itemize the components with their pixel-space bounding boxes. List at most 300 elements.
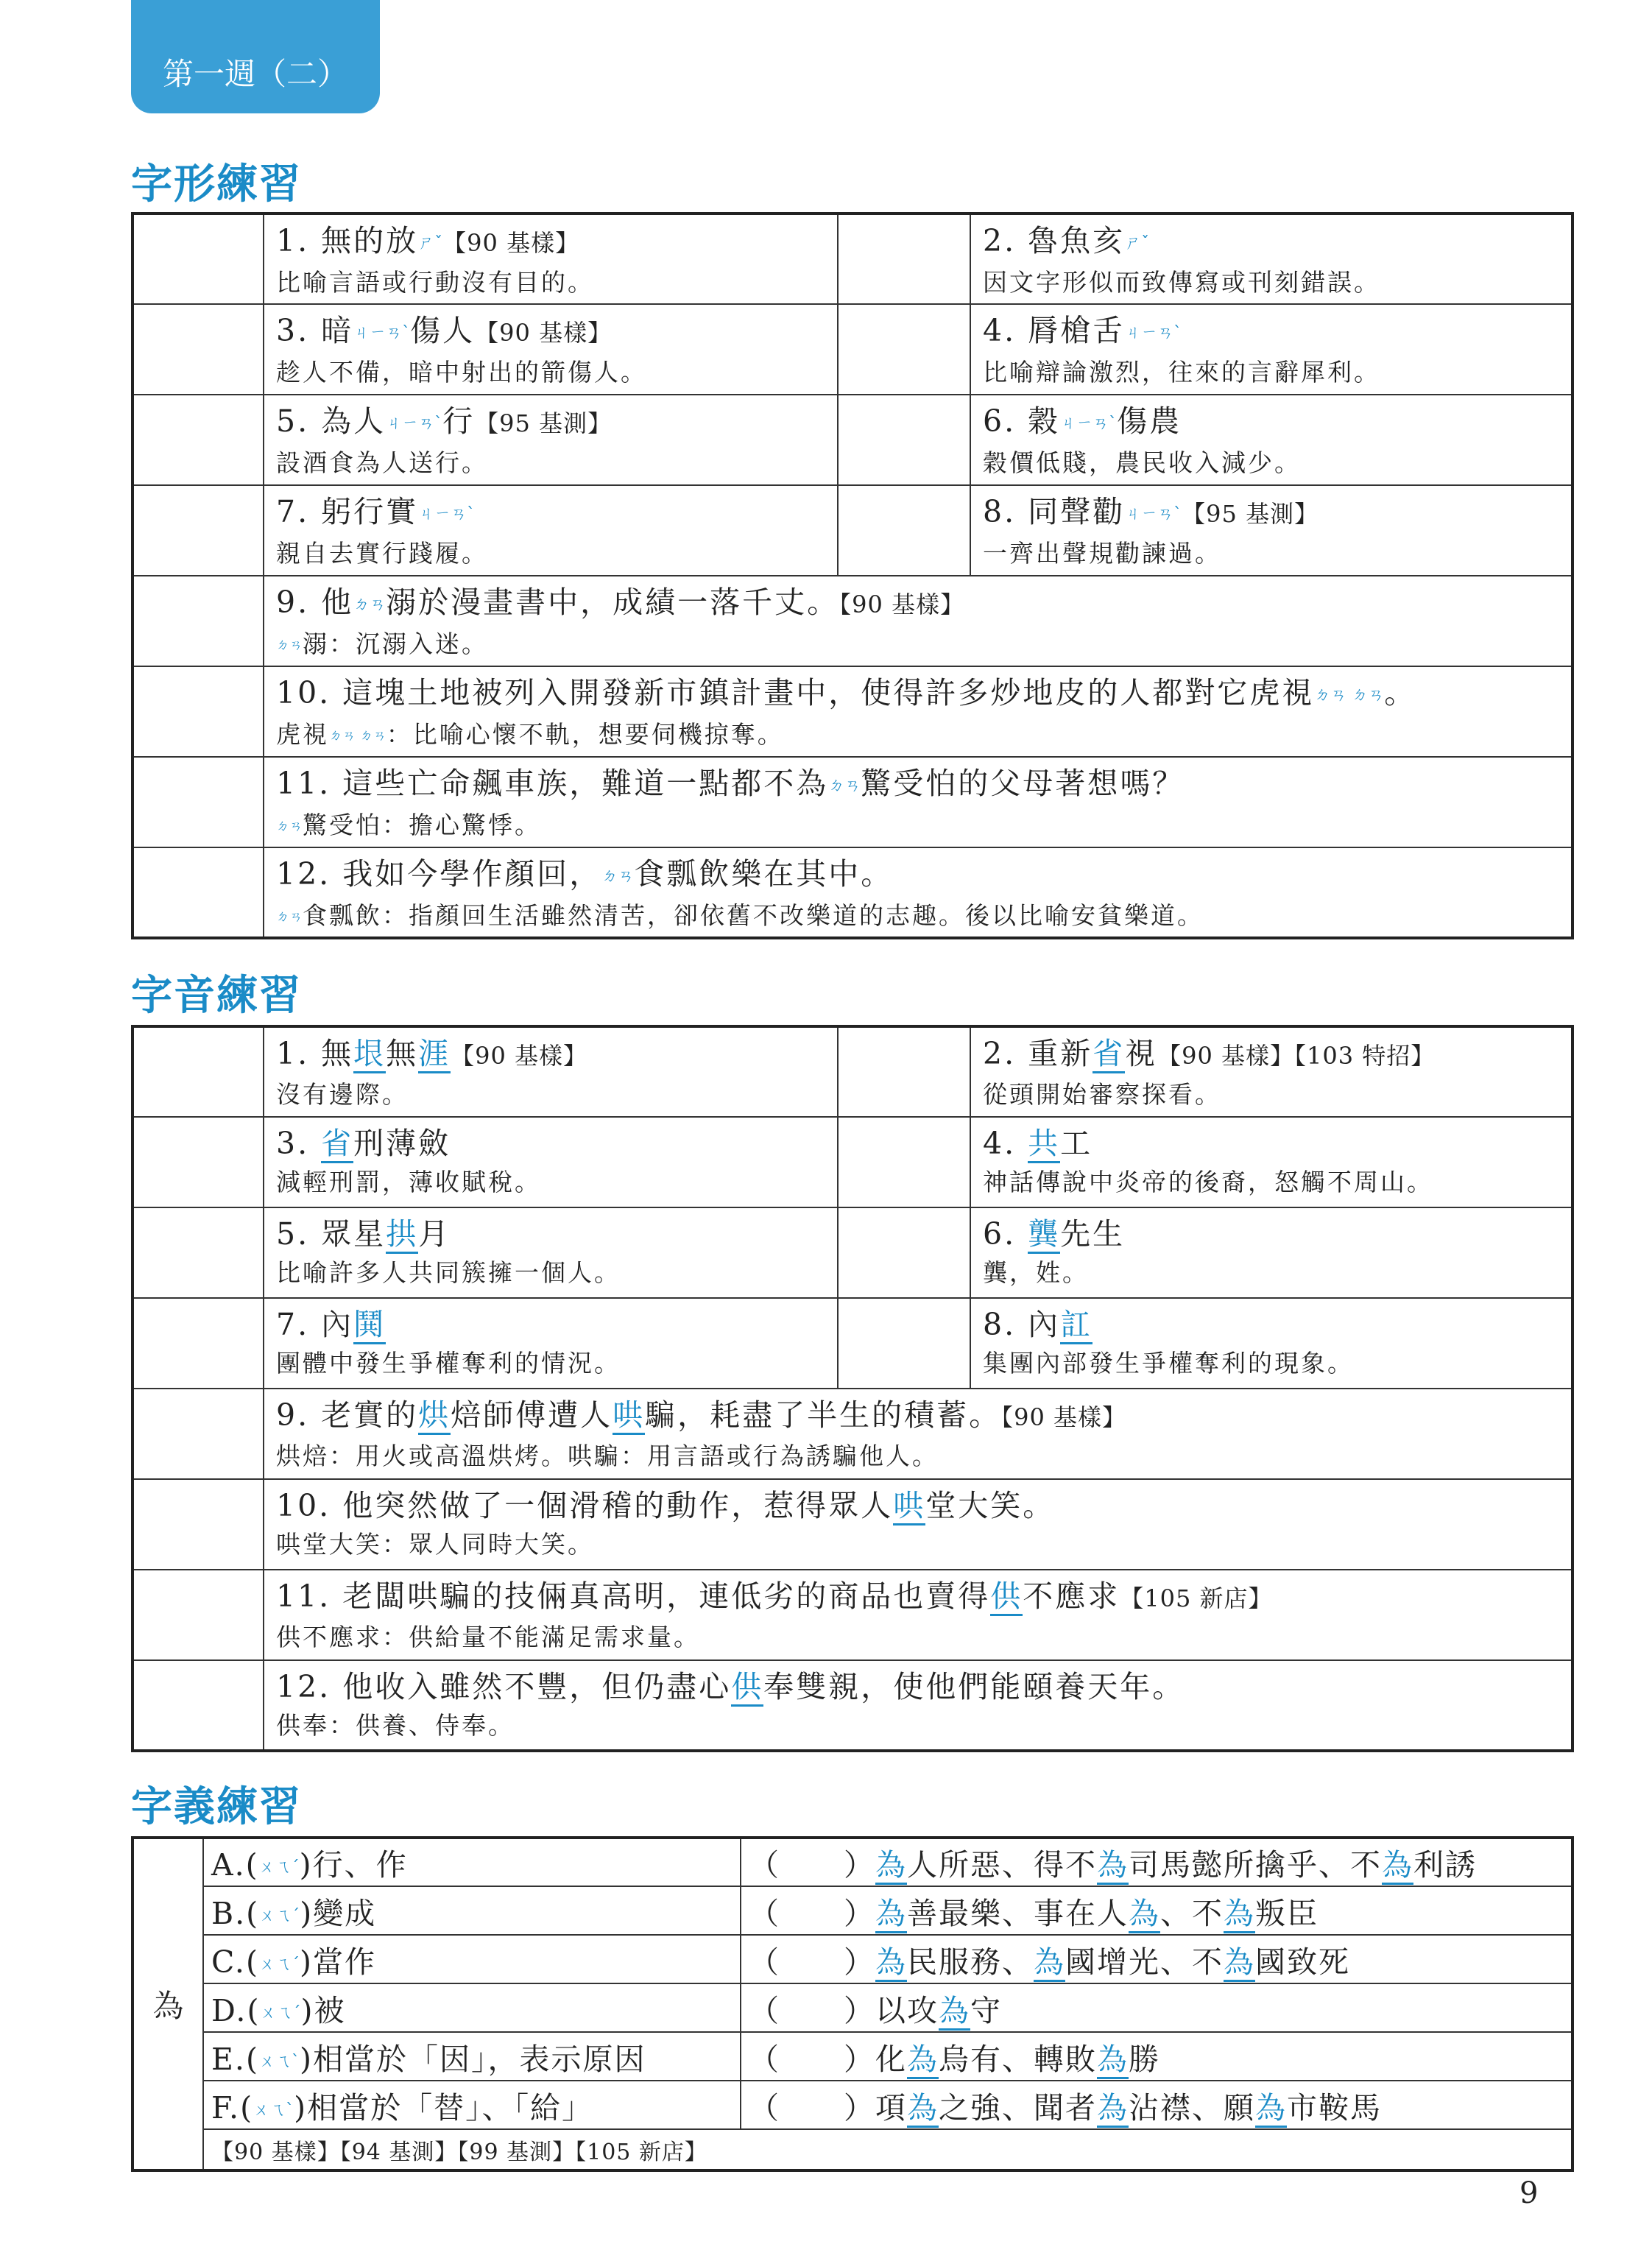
shape-row [133,576,1572,666]
section-title-sound: 字音練習 [131,972,302,1020]
shape-item-number: 8. [983,494,1028,529]
example-text: 守 [970,1992,1002,2028]
option-zhuyin: ㄨㄟˋ [253,2100,294,2120]
shape-item-exam-tag: 【95 基測】 [475,409,613,437]
sound-row [133,1207,1572,1298]
highlighted-char: 為 [1097,2090,1129,2128]
sound-sentence-text: 奉雙親，使他們能頤養天年。 [763,1669,1185,1704]
sound-item-definition: 神話傳說中炎帝的後裔，怒觸不周山。 [983,1168,1433,1196]
shape-sentence-title [276,581,1559,627]
shape-item-title [276,309,825,355]
example-text: 、不 [1160,1895,1224,1931]
sound-sentence-title [276,1394,1559,1439]
zhuyin-blank: ㄐㄧㄢˋ [1060,415,1118,433]
sound-item-definition: 集團內部發生爭權奪利的現象。 [983,1349,1354,1378]
zhuyin-blank: ㄐㄧㄢˋ [386,415,443,433]
answer-blank: （ ） [749,2089,875,2126]
meaning-option [211,2035,733,2078]
sound-item-text: 月 [418,1216,451,1252]
shape-sentence-text: 這塊土地被列入開發新市鎮計畫中，使得許多炒地皮的人都對它虎視 [342,675,1315,710]
shape-item-title [276,490,825,536]
zhuyin-blank: ㄕˇ [1125,234,1150,253]
highlighted-char: 為 [1097,2042,1129,2079]
sound-sentence-definition: 哄堂大笑：眾人同時大笑。 [276,1530,594,1559]
paren-open: ( [246,1895,260,1931]
shape-sentence-definition [276,808,1559,844]
highlighted-char: 龔 [1028,1216,1060,1254]
shape-item-cell [264,304,838,395]
zhuyin-blank: ㄉㄢ [276,909,303,925]
shape-sentence-cell [264,847,1572,938]
option-zhuyin: ㄨㄟˊ [258,1858,300,1877]
zhuyin-blank: ㄕˇ [418,234,443,253]
sound-item-text: 刑薄斂 [353,1126,451,1161]
meaning-option-cell [203,2032,741,2081]
meaning-examples [749,2035,1564,2078]
sound-item-number: 3. [276,1126,322,1161]
sound-item-cell [264,1117,838,1207]
zhuyin-blank: ㄐㄧㄢˋ [1125,505,1182,523]
shape-row [133,214,1572,304]
shape-item-text: 魯魚亥 [1028,223,1126,258]
option-zhuyin: ㄨㄟˊ [259,1906,300,1925]
highlighted-char: 涯 [418,1036,451,1073]
sound-item-text: 眾星 [321,1216,386,1252]
example-text: 項 [875,2089,907,2126]
shape-sentence-text-after: 溺於漫畫書中，成績一落千丈。 [386,585,840,620]
meaning-row [133,1838,1572,1886]
sound-sentence-exam-tag: 【90 基樣】 [1001,1403,1127,1431]
sound-item-exam-tag: 【90 基樣】 [451,1042,588,1070]
paren-open: ( [240,2089,254,2126]
example-text: 化 [875,2041,907,2077]
meaning-option [211,1938,733,1981]
shape-item-definition [276,355,825,390]
shape-item-definition [276,445,825,481]
sound-item-text: 先生 [1060,1216,1126,1252]
zhuyin-blank: ㄉㄢ ㄉㄢ [1314,686,1385,705]
sound-sentence-text: 老實的 [321,1397,419,1433]
option-meaning: 被 [314,1992,346,2028]
paren-open: ( [245,1847,259,1883]
meaning-example-cell [741,1935,1572,1983]
sound-row [133,1660,1572,1751]
shape-item-def-text: 設酒食為人送行。 [276,448,488,477]
shape-item-number: 5. [276,403,322,439]
example-text: 之強、聞者 [939,2089,1097,2126]
example-text: 民服務、 [907,1944,1034,1980]
shape-item-number: 7. [276,494,322,529]
meaning-row [133,1983,1572,2032]
sound-item-cell [264,1207,838,1298]
highlighted-char: 哄 [613,1397,645,1435]
meaning-row [133,1886,1572,1935]
sound-sentence-title [276,1575,1559,1620]
highlighted-char: 為 [1034,1944,1065,1982]
highlighted-char: 供 [990,1579,1023,1616]
sound-item-text: 無 [321,1036,354,1071]
shape-item-title [276,400,825,445]
sound-row [133,1026,1572,1117]
shape-item-definition [983,445,1559,481]
shape-sentence-number: 12. [276,856,343,892]
shape-item-title [983,219,1559,265]
shape-item-text: 穀 [1028,403,1061,439]
shape-item-title [983,490,1559,536]
sound-sentence-text: 焙師傅遭人 [451,1397,613,1433]
exam-tags: 【90 基樣】【94 基測】【99 基測】【105 新店】 [211,2139,707,2165]
option-meaning: 行、作 [312,1847,408,1883]
highlighted-char: 鬨 [353,1307,386,1344]
meaning-example-cell [741,1886,1572,1935]
shape-item-cell [970,304,1572,395]
sound-item-definition: 減輕刑罰，薄收賦稅。 [276,1168,541,1196]
shape-item-definition [276,265,825,300]
option-letter: C. [211,1944,246,1980]
option-letter: B. [211,1895,247,1931]
shape-item-def-text: 比喻言語或行動沒有目的。 [276,268,594,297]
sound-sentence-text: 老闆哄騙的技倆真高明，連低劣的商品也賣得 [342,1579,991,1614]
sound-practice-table [131,1025,1574,1752]
answer-blank: （ ） [749,2041,875,2077]
shape-answer-cell [133,666,264,757]
sound-row [133,1298,1572,1389]
shape-item-definition [983,265,1559,300]
zhuyin-blank: ㄉㄢ ㄉㄢ [329,728,386,744]
sound-item-cell [970,1207,1572,1298]
zhuyin-blank: ㄐㄧㄢˋ [418,505,476,523]
meaning-row [133,2081,1572,2129]
meaning-char-cell: 為 [133,1838,203,2170]
sound-item-number: 5. [276,1216,322,1252]
shape-answer-cell [133,485,264,576]
section-title-shape: 字形練習 [131,161,302,208]
sound-item-number: 8. [983,1307,1028,1342]
shape-sentence-def-text: 驚受怕：擔心驚悸。 [303,811,541,839]
meaning-practice-table [131,1836,1574,2172]
sound-answer-cell [838,1207,970,1298]
zhuyin-blank: ㄐㄧㄢˋ [1125,324,1182,342]
shape-sentence-text: 我如今學作顏回， [342,856,602,892]
highlighted-char: 烘 [418,1397,451,1435]
highlighted-char: 為 [1255,2090,1287,2128]
week-tab: 第一週（二） [131,0,380,113]
sound-sentence-definition: 供不應求：供給量不能滿足需求量。 [276,1623,700,1651]
paren-close: ) [300,1895,314,1931]
sound-item-text: 視 [1125,1036,1158,1071]
sound-sentence-text: 他收入雖然不豐，但仍盡心 [342,1669,732,1704]
meaning-option [211,1986,733,2030]
shape-row [133,847,1572,938]
option-zhuyin: ㄨㄟˊ [260,2003,301,2022]
sound-sentence-number: 11. [276,1579,343,1614]
sound-sentence-title [276,1484,1559,1527]
option-letter: E. [211,2041,246,2077]
shape-answer-cell [838,304,970,395]
sound-item-text: 工 [1060,1126,1093,1161]
shape-item-definition [983,355,1559,390]
zhuyin-blank: ㄉㄢ [828,777,861,795]
highlighted-char: 哄 [893,1488,925,1525]
sound-item-title [983,1213,1559,1255]
answer-blank: （ ） [749,1992,875,2028]
meaning-row [133,1935,1572,1983]
shape-item-def-text: 穀價低賤，農民收入減少。 [983,448,1301,477]
meaning-examples [749,2084,1564,2127]
meaning-option [211,2084,733,2127]
shape-item-number: 2. [983,223,1028,258]
shape-answer-cell [133,847,264,938]
shape-item-exam-tag: 【90 基樣】 [475,319,613,347]
example-text: 勝 [1129,2041,1160,2077]
sound-item-number: 1. [276,1036,322,1071]
shape-sentence-number: 10. [276,675,343,710]
paren-open: ( [247,1992,261,2028]
shape-sentence-text-after: 驚受怕的父母著想嗎？ [861,766,1185,801]
shape-sentence-text: 他 [321,585,354,620]
sound-item-title [983,1303,1559,1346]
shape-item-def-text: 親自去實行踐履。 [276,539,488,568]
example-text: 人所惡、得不 [907,1847,1097,1883]
sound-answer-cell [838,1026,970,1117]
sound-sentence-definition: 烘焙：用火或高溫烘烤。哄騙：用言語或行為誘騙他人。 [276,1442,939,1470]
sound-sentence-text: 不應求 [1023,1579,1120,1614]
sound-sentence-text: 騙，耗盡了半生的積蓄。 [645,1397,1002,1433]
sound-answer-cell [838,1117,970,1207]
sound-answer-cell [133,1570,264,1660]
example-text: 烏有、轉敗 [939,2041,1097,2077]
shape-item-text-after: 傷人 [410,313,476,348]
sound-sentence-cell [264,1660,1572,1751]
shape-item-title [983,400,1559,445]
option-zhuyin: ㄨㄟˋ [258,2052,300,2071]
shape-sentence-definition [276,627,1559,663]
sound-item-definition: 比喻許多人共同簇擁一個人。 [276,1258,621,1287]
sound-item-title [276,1122,825,1165]
sound-item-title [276,1213,825,1255]
highlighted-char: 省 [1092,1036,1125,1073]
shape-item-text: 脣槍舌 [1028,313,1126,348]
sound-sentence-cell [264,1389,1572,1479]
option-meaning: 變成 [313,1895,377,1931]
shape-item-def-text: 一齊出聲規勸諫過。 [983,539,1221,568]
meaning-option-cell [203,1886,741,1935]
sound-row [133,1479,1572,1570]
shape-item-cell [264,214,838,304]
answer-blank: （ ） [749,1944,875,1980]
sound-sentence-title [276,1665,1559,1708]
zhuyin-blank: ㄉㄢ [353,596,386,614]
sound-sentence-number: 12. [276,1669,343,1704]
shape-row [133,485,1572,576]
shape-sentence-def-text: 溺：沉溺入迷。 [303,629,488,658]
sound-answer-cell [133,1298,264,1389]
shape-item-text: 同聲勸 [1028,494,1126,529]
sound-answer-cell [133,1026,264,1117]
sound-item-title [276,1032,825,1077]
shape-answer-cell [838,485,970,576]
shape-item-cell [970,214,1572,304]
sound-item-text: 內 [1028,1307,1061,1342]
sound-sentence-text: 他突然做了一個滑稽的動作，惹得眾人 [342,1488,894,1523]
shape-answer-cell [838,395,970,485]
shape-item-number: 4. [983,313,1028,348]
sound-sentence-definition: 供奉：供養、侍奉。 [276,1711,515,1740]
sound-item-definition: 沒有邊際。 [276,1080,409,1109]
shape-item-number: 1. [276,223,322,258]
shape-sentence-def-text: ：比喻心懷不軌，想要伺機掠奪。 [386,720,784,749]
sound-answer-cell [133,1389,264,1479]
highlighted-char: 為 [1224,1896,1255,1933]
sound-item-exam-tag: 【90 基樣】【103 特招】 [1157,1042,1436,1070]
section-title-meaning: 字義練習 [131,1783,302,1831]
sound-item-title [983,1032,1559,1077]
sound-item-definition: 龔，姓。 [983,1258,1089,1287]
meaning-option-cell [203,1838,741,1886]
shape-answer-cell [838,214,970,304]
meaning-example-cell [741,2032,1572,2081]
meaning-footer-cell [203,2129,1572,2170]
option-meaning: 相當於「替」、「給」 [307,2089,594,2126]
shape-sentence-title [276,853,1559,898]
highlighted-char: 供 [731,1669,763,1707]
meaning-example-cell [741,1838,1572,1886]
option-zhuyin: ㄨㄟˊ [258,1955,300,1974]
shape-sentence-number: 11. [276,766,343,801]
shape-item-number: 3. [276,313,322,348]
meaning-examples [749,1841,1564,1884]
sound-item-definition: 從頭開始審察探看。 [983,1080,1221,1109]
sound-item-cell [970,1298,1572,1389]
highlighted-char: 為 [875,1896,907,1933]
sound-row [133,1389,1572,1479]
sound-item-text: 內 [321,1307,354,1342]
highlighted-char: 為 [1097,1847,1129,1885]
sound-item-text: 無 [386,1036,419,1071]
shape-sentence-definition [276,717,1559,754]
shape-item-exam-tag: 【95 基測】 [1182,500,1319,528]
shape-sentence-text: 這些亡命飆車族，難道一點都不為 [342,766,829,801]
meaning-option [211,1889,733,1933]
shape-item-title [983,309,1559,355]
highlighted-char: 共 [1028,1126,1060,1163]
highlighted-char: 為 [875,1847,907,1885]
meaning-option [211,1841,733,1884]
sound-answer-cell [133,1479,264,1570]
shape-item-text-after: 行 [442,403,476,439]
option-letter: A. [211,1847,246,1883]
meaning-row [133,2032,1572,2081]
shape-item-text: 無的放 [321,223,419,258]
shape-item-def-text: 比喻辯論激烈，往來的言辭犀利。 [983,358,1380,387]
sound-sentence-number: 9. [276,1397,322,1433]
shape-item-text: 暗 [321,313,354,348]
highlighted-char: 拱 [386,1216,418,1254]
meaning-example-cell [741,1983,1572,2032]
sound-item-number: 6. [983,1216,1028,1252]
paren-close: ) [294,2089,308,2126]
answer-blank: （ ） [749,1895,875,1931]
shape-item-cell [264,395,838,485]
shape-practice-table [131,212,1574,939]
shape-sentence-text-after: 。 [1384,675,1417,710]
shape-item-cell [264,485,838,576]
example-text: 利誘 [1413,1847,1477,1883]
sound-sentence-cell [264,1479,1572,1570]
shape-sentence-cell [264,757,1572,847]
answer-blank: （ ） [749,1847,875,1883]
paren-close: ) [299,1944,313,1980]
zhuyin-blank: ㄉㄢ [601,867,635,886]
example-text: 國增光、不 [1065,1944,1224,1980]
shape-answer-cell [133,757,264,847]
page-number: 9 [1519,2176,1539,2210]
option-meaning: 當作 [312,1944,376,1980]
shape-row [133,395,1572,485]
zhuyin-blank: ㄉㄢ [276,638,303,653]
meaning-example-cell [741,2081,1572,2129]
meaning-option-cell [203,2081,741,2129]
shape-answer-cell [133,395,264,485]
paren-close: ) [299,1847,313,1883]
sound-item-title [983,1122,1559,1165]
meaning-option-cell [203,1983,741,2032]
shape-item-text: 為人 [321,403,386,439]
shape-item-exam-tag: 【90 基樣】 [442,229,580,257]
shape-sentence-definition [276,898,1559,935]
meaning-examples [749,1938,1564,1981]
sound-row [133,1570,1572,1660]
shape-item-text-after: 傷農 [1117,403,1182,439]
highlighted-char: 為 [907,2042,939,2079]
example-text: 善最樂、事在人 [907,1895,1129,1931]
shape-sentence-number: 9. [276,585,322,620]
highlighted-char: 為 [907,2090,939,2128]
example-text: 市鞍馬 [1287,2089,1382,2126]
shape-row [133,666,1572,757]
shape-sentence-text-after: 食瓢飲樂在其中。 [634,856,894,892]
shape-sentence-def-text: 食瓢飲：指顏回生活雖然清苦，卻依舊不改樂道的志趣。後以比喻安貧樂道。 [303,901,1204,930]
sound-item-definition: 團體中發生爭權奪利的情況。 [276,1349,621,1378]
shape-answer-cell [133,576,264,666]
shape-item-number: 6. [983,403,1028,439]
sound-answer-cell [133,1117,264,1207]
paren-open: ( [245,2041,259,2077]
example-text: 司馬懿所擒乎、不 [1129,1847,1382,1883]
sound-sentence-text: 堂大笑。 [925,1488,1056,1523]
shape-answer-cell [133,214,264,304]
paren-open: ( [245,1944,259,1980]
sound-item-title [276,1303,825,1346]
shape-sentence-cell [264,576,1572,666]
shape-item-text: 躬行實 [321,494,419,529]
highlighted-char: 為 [1129,1896,1160,1933]
shape-item-def-text: 趁人不備，暗中射出的箭傷人。 [276,358,647,387]
sound-answer-cell [133,1207,264,1298]
meaning-option-cell [203,1935,741,1983]
sound-row [133,1117,1572,1207]
shape-item-definition [276,536,825,571]
shape-sentence-def-prefix: 虎視 [276,720,329,749]
sound-item-cell [264,1298,838,1389]
sound-item-cell [970,1026,1572,1117]
shape-item-def-text: 因文字形似而致傳寫或刊刻錯誤。 [983,268,1380,297]
shape-item-cell [970,395,1572,485]
shape-sentence-exam-tag: 【90 基樣】 [839,590,965,618]
shape-row [133,757,1572,847]
option-letter: F. [211,2089,241,2126]
shape-sentence-title [276,762,1559,808]
